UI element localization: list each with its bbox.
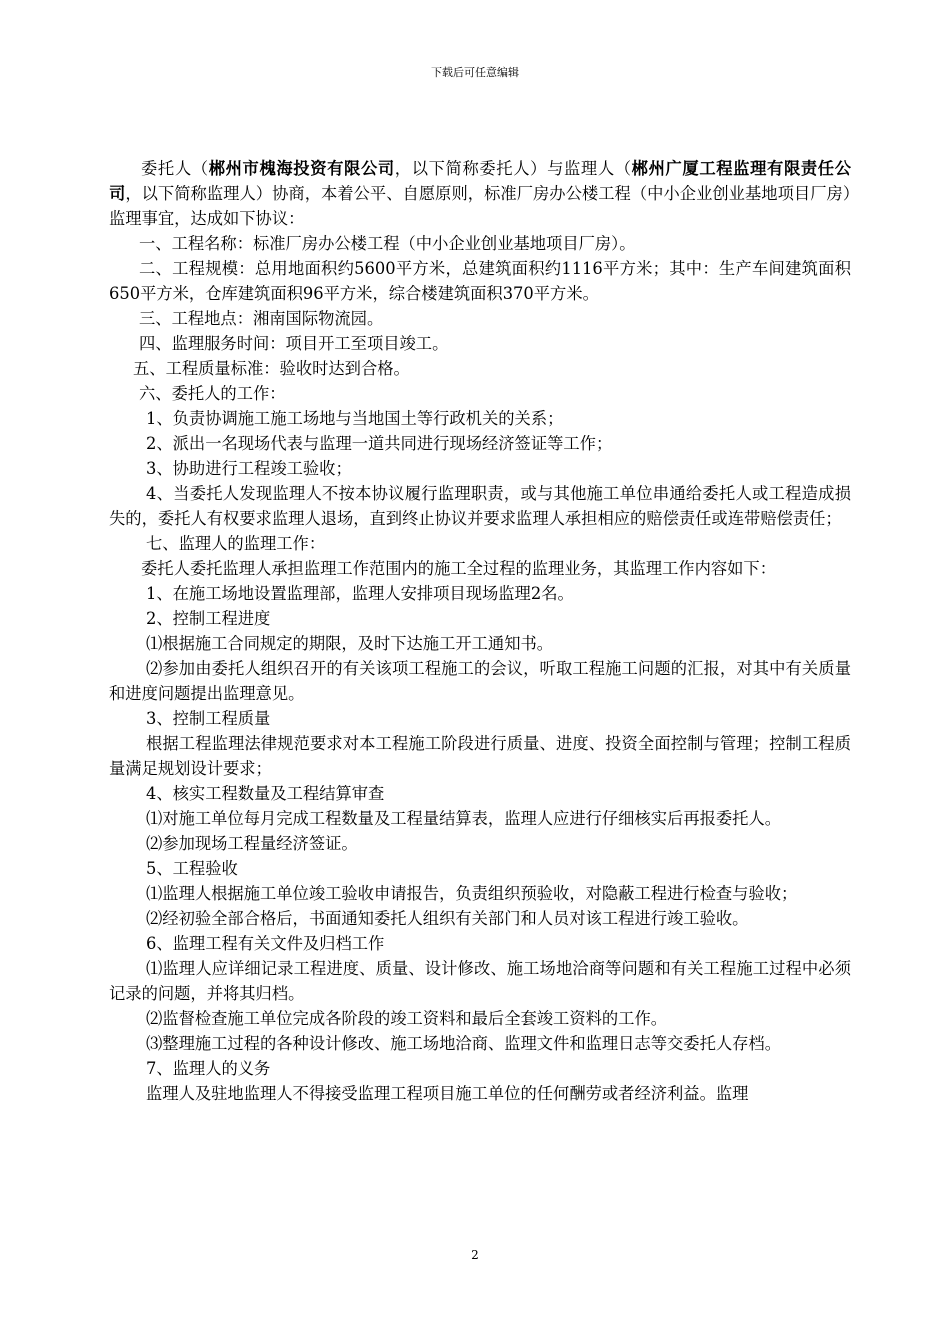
document-body [109, 156, 851, 1106]
paragraph: 根据工程监理法律规范要求对本工程施工阶段进行质量、进度、投资全面控制与管理；控制工程质量满足规划设计要求； [109, 734, 851, 778]
paragraph: 三、工程地点：湘南国际物流园。 [139, 309, 384, 328]
paragraph: 3、协助进行工程竣工验收； [146, 459, 352, 478]
paragraph: ⑵监督检查施工单位完成各阶段的竣工资料和最后全套竣工资料的工作。 [146, 1009, 668, 1028]
paragraph: 委托人委托监理人承担监理工作范围内的施工全过程的监理业务，其监理工作内容如下： [141, 559, 776, 578]
paragraph: 1、负责协调施工施工场地与当地国土等行政机关的关系； [146, 409, 564, 428]
paragraph: ⑵参加现场工程量经济签证。 [146, 834, 358, 853]
paragraph: 四、监理服务时间：项目开工至项目竣工。 [139, 334, 449, 353]
paragraph: 2、控制工程进度 [146, 609, 271, 628]
intro-paragraph: 委托人（郴州市槐海投资有限公司，以下简称委托人）与监理人（郴州广厦工程监理有限责任公司，以下简称监理人）协商，本着公平、自愿原则，标准厂房办公楼工程（中小企业创业基地项目厂房）监理事宜，达成如下协议： [109, 159, 851, 228]
supervisor-name: 郴州广厦工程监理有限责任公司 [109, 159, 851, 203]
paragraph: ⑴对施工单位每月完成工程数量及工程量结算表，监理人应进行仔细核实后再报委托人。 [146, 809, 781, 828]
paragraph: 7、监理人的义务 [146, 1059, 271, 1078]
paragraph: 一、工程名称：标准厂房办公楼工程（中小企业创业基地项目厂房）。 [139, 234, 636, 253]
paragraph: 1、在施工场地设置监理部，监理人安排项目现场监理2名。 [146, 584, 574, 603]
paragraph: ⑵经初验全部合格后，书面通知委托人组织有关部门和人员对该工程进行竣工验收。 [146, 909, 749, 928]
page-header: 下载后可任意编辑 [431, 66, 519, 79]
paragraph: 5、工程验收 [146, 859, 238, 878]
paragraph: ⑶整理施工过程的各种设计修改、施工场地洽商、监理文件和监理日志等交委托人存档。 [146, 1034, 781, 1053]
paragraph: ⑴监理人应详细记录工程进度、质量、设计修改、施工场地洽商等问题和有关工程施工过程中必须记录的问题，并将其归档。 [109, 959, 851, 1003]
paragraph: 六、委托人的工作： [139, 384, 286, 403]
page-number: 2 [471, 1248, 479, 1262]
paragraph: 七、监理人的监理工作： [146, 534, 326, 553]
client-name: 郴州市槐海投资有限公司 [208, 159, 395, 178]
paragraph: 五、工程质量标准：验收时达到合格。 [133, 359, 410, 378]
paragraph: 6、监理工程有关文件及归档工作 [146, 934, 385, 953]
paragraph: 二、工程规模：总用地面积约5600平方米，总建筑面积约1116平方米；其中：生产车间建筑面积650平方米，仓库建筑面积96平方米，综合楼建筑面积370平方米。 [109, 259, 851, 303]
paragraph: 2、派出一名现场代表与监理一道共同进行现场经济签证等工作； [146, 434, 613, 453]
paragraph: ⑵参加由委托人组织召开的有关该项工程施工的会议，听取工程施工问题的汇报，对其中有关质量和进度问题提出监理意见。 [109, 659, 851, 703]
paragraph: 4、当委托人发现监理人不按本协议履行监理职责，或与其他施工单位串通给委托人或工程造成损失的，委托人有权要求监理人退场，直到终止协议并要求监理人承担相应的赔偿责任或连带赔偿责任； [109, 484, 851, 528]
paragraph: ⑴监理人根据施工单位竣工验收申请报告，负责组织预验收，对隐蔽工程进行检查与验收； [146, 884, 798, 903]
paragraph: ⑴根据施工合同规定的期限，及时下达施工开工通知书。 [146, 634, 554, 653]
paragraph: 监理人及驻地监理人不得接受监理工程项目施工单位的任何酬劳或者经济利益。监理 [146, 1084, 749, 1103]
paragraph: 4、核实工程数量及工程结算审查 [146, 784, 385, 803]
paragraph: 3、控制工程质量 [146, 709, 271, 728]
